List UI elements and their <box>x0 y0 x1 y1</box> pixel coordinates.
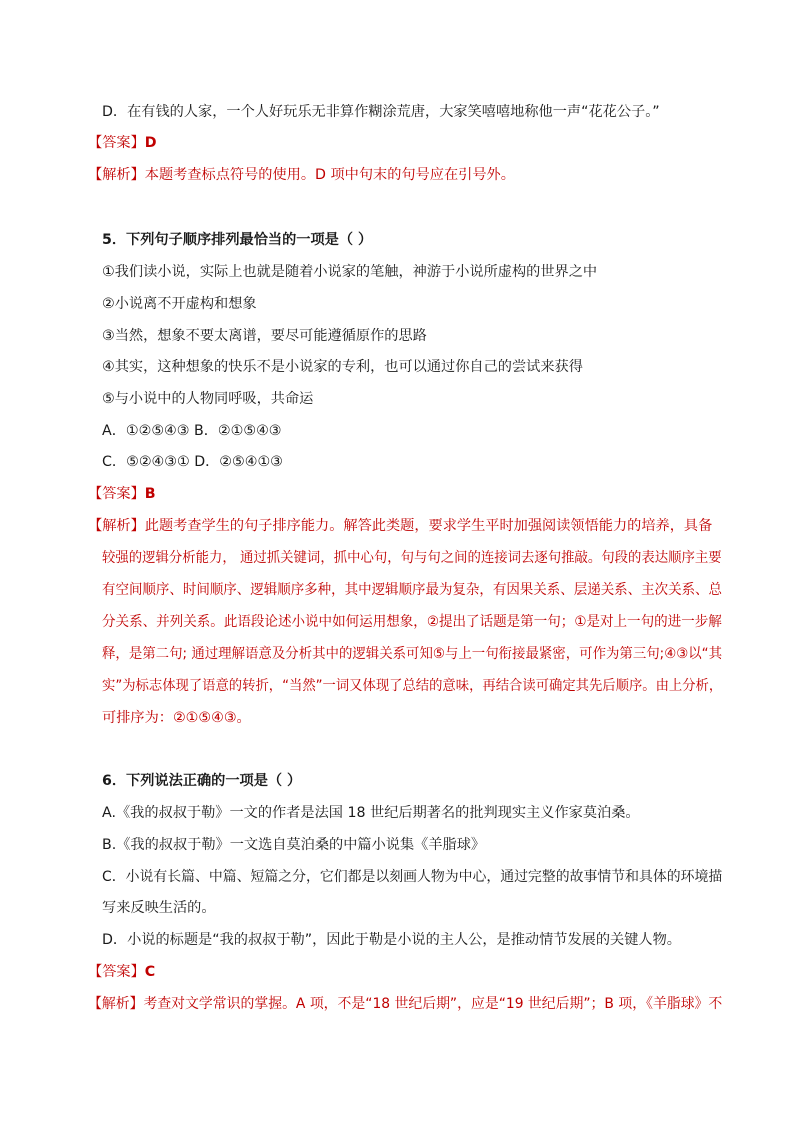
q6-option-b: B.《我的叔叔于勒》一文选自莫泊桑的中篇小说集《羊脂球》 <box>102 837 486 853</box>
q5-analysis-line-6: 实”为标志体现了语意的转折，“当然”一词又体现了总结的意味，再结合读可确定其先后顺序。由上分析， <box>102 678 723 694</box>
q5-analysis-line-4: 分关系、并列关系。此语段论述小说中如何运用想象，②提出了话题是第一句；①是对上一句的进一步解 <box>102 614 722 630</box>
q6-answer <box>88 962 155 982</box>
q6-option-a: A.《我的叔叔于勒》一文的作者是法国 18 世纪后期著名的批判现实主义作家莫泊桑。 <box>102 805 640 821</box>
answer-value: B <box>144 486 156 502</box>
analysis-tag: 【解析】 <box>88 167 145 183</box>
q5-sentence-3: ③当然，想象不要太离谱，要尽可能遵循原作的思路 <box>102 328 427 344</box>
q5-sentence-4: ④其实，这种想象的快乐不是小说家的专利，也可以通过你自己的尝试来获得 <box>102 359 583 375</box>
q6-option-d: D．小说的标题是“我的叔叔于勒”，因此于勒是小说的主人公，是推动情节发展的关键人物。 <box>102 932 681 948</box>
q5-sentence-2: ②小说离不开虚构和想象 <box>102 296 257 312</box>
q6-option-c-line-1: C．小说有长篇、中篇、短篇之分，它们都是以刻画人物为中心，通过完整的故事情节和具体的环境描 <box>102 869 723 885</box>
analysis-text: 考查对文学常识的掌握。A 项，不是“18 世纪后期”，应是“19 世纪后期”；B 项，《羊脂球》不 <box>143 996 723 1012</box>
q5-analysis-line-2: 较强的逻辑分析能力， 通过抓关键词，抓中心句，句与句之间的连接词去逐句推敲。句段的表达顺序主要 <box>102 550 722 566</box>
q5-analysis-line-7: 可排序为：②①⑤④③。 <box>102 710 251 726</box>
analysis-text: 本题考查标点符号的使用。D 项中句末的句号应在引号外。 <box>144 167 515 183</box>
q5-analysis-line-5: 释，是第二句; 通过理解语意及分析其中的逻辑关系可知⑤与上一句衔接最紧密，可作为第三句;④③以“其 <box>102 646 723 662</box>
answer-tag: 【答案】 <box>88 135 145 151</box>
q5-options-row-2: C．⑤②④③① D．②⑤④①③ <box>102 454 283 470</box>
answer-tag: 【答案】 <box>88 486 145 502</box>
q6-stem: 6．下列说法正确的一项是（ ） <box>102 773 302 789</box>
answer-value: C <box>144 964 156 980</box>
analysis-text: 此题考查学生的句子排序能力。解答此类题，要求学生平时加强阅读领悟能力的培养，具备 <box>144 518 713 534</box>
q5-analysis-line-1 <box>88 516 712 536</box>
q6-option-c-line-2: 写来反映生活的。 <box>102 900 216 916</box>
q5-answer <box>88 484 156 504</box>
q4-answer <box>88 133 157 153</box>
q5-stem: 5．下列句子顺序排列最恰当的一项是（ ） <box>102 232 373 248</box>
q5-analysis-line-3: 有空间顺序、时间顺序、逻辑顺序多种，其中逻辑顺序最为复杂，有因果关系、层递关系、主次关系、总 <box>102 582 723 598</box>
q4-option-d: D．在有钱的人家，一个人好玩乐无非算作糊涂荒唐，大家笑嘻嘻地称他一声“花花公子。” <box>102 104 660 120</box>
q5-options-row-1: A．①②⑤④③ B．②①⑤④③ <box>102 423 282 439</box>
answer-value: D <box>144 135 157 151</box>
analysis-tag: 【解析】 <box>88 518 145 534</box>
q5-sentence-1: ①我们读小说，实际上也就是随着小说家的笔触，神游于小说所虚构的世界之中 <box>102 264 598 280</box>
q5-sentence-5: ⑤与小说中的人物同呼吸，共命运 <box>102 391 314 407</box>
answer-tag: 【答案】 <box>88 964 145 980</box>
q6-analysis <box>88 994 722 1014</box>
q4-analysis <box>88 165 515 185</box>
analysis-tag: 【解析】 <box>88 996 144 1012</box>
